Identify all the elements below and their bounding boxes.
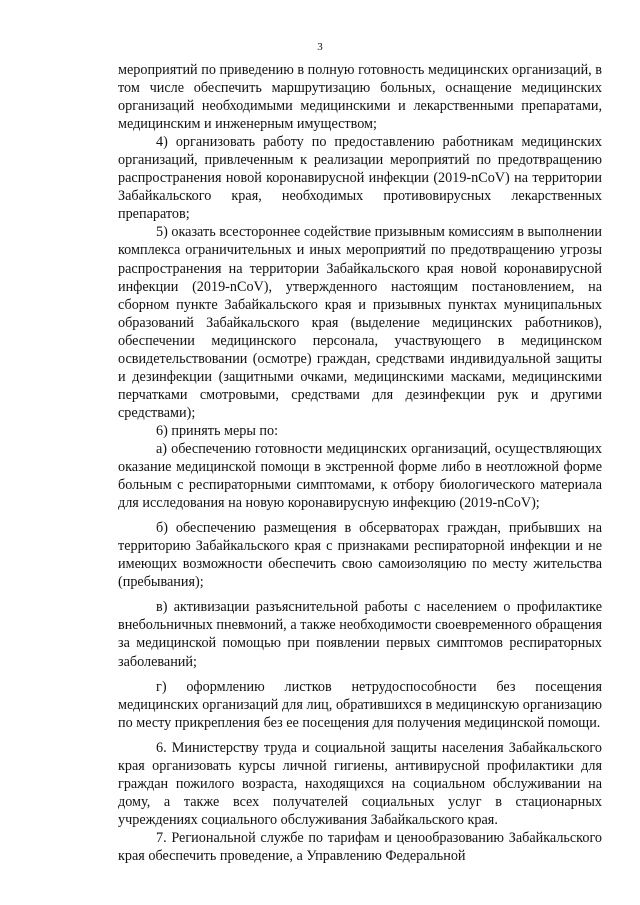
page-number: 3 — [317, 41, 323, 53]
paragraph-item-5: 5) оказать всестороннее содействие призывным комиссиям в выполнении комплекса ограничительных и иных мероприятий по предотвращению угрозы распространения на территории Забайкальского края новой коронавирусной инфекции (2019-nCoV), утвержденного настоящим постановлением, на сборном пункте Забайкальского края и призывных пунктах муниципальных образований Забайкальского края (выделение медицинских работников), обеспечении медицинского персонала, участвующего в медицинском освидетельствовании (осмотре) граждан, средствами индивидуальной защиты и дезинфекции (защитными очками, медицинскими масками, медицинскими перчатками смотровыми, средствами для дезинфекции рук и другими средствами); — [118, 224, 602, 421]
paragraph-item-6: 6) принять меры по: — [156, 422, 279, 439]
paragraph-item-4: 4) организовать работу по предоставлению работникам медицинских организаций, привлеченным к реализации мероприятий по предотвращению распространения новой коронавирусной инфекции (2019-nCoV) на территории Забайкальского края, необходимых противовирусных лекарственных препаратов; — [118, 134, 602, 223]
paragraph-subitem-b: б) обеспечению размещения в обсерваторах граждан, прибывших на территорию Забайкальского края с признаками респираторной инфекции и не имеющих возможности обеспечить свою самоизоляцию по месту жительства (пребывания); — [118, 520, 602, 591]
paragraph-subitem-v: в) активизации разъяснительной работы с населением о профилактике внебольничных пневмоний, а также необходимости своевременного обращения за медицинской помощью при появлении первых симптомов респираторных заболеваний; — [118, 599, 602, 670]
paragraph-section-7: 7. Региональной службе по тарифам и ценообразованию Забайкальского края обеспечить проведение, а Управлению Федеральной — [118, 829, 602, 864]
paragraph-subitem-g: г) оформлению листков нетрудоспособности без посещения медицинских организаций для лиц, обратившихся в медицинскую организацию по месту прикрепления без ее посещения для получения медицинской помощи. — [118, 678, 602, 731]
paragraph-subitem-a: а) обеспечению готовности медицинских организаций, осуществляющих оказание медицинской помощи в экстренной форме либо в неотложной форме больным с респираторными симптомами, к отбору биологического материала для исследования на новую коронавирусную инфекцию (2019-nCoV); — [118, 440, 602, 512]
document-body — [118, 61, 602, 865]
paragraph-continuation: мероприятий по приведению в полную готовность медицинских организаций, в том числе обеспечить маршрутизацию больных, оснащение медицинских организаций необходимыми медицинскими и лекарственными препаратами, медицинским и инженерным имуществом; — [118, 62, 602, 133]
paragraph-section-6: 6. Министерству труда и социальной защиты населения Забайкальского края организовать курсы личной гигиены, антивирусной профилактики для граждан пожилого возраста, находящихся на социальном обслуживании на дому, а также всех получателей социальных услуг в стационарных учреждениях социального обслуживания Забайкальского края. — [118, 739, 602, 828]
